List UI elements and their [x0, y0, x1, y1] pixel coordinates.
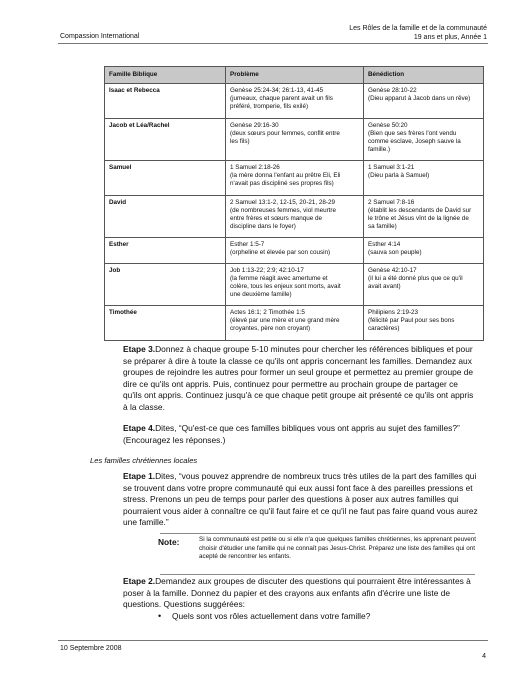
- step-b2-paragraph: [123, 576, 479, 611]
- table-row: [105, 196, 484, 238]
- blessing-line: Esther 4:14: [368, 241, 401, 248]
- step-b1-label: Etape 1.: [123, 471, 156, 481]
- blessing-line: le trône et Jésus vînt de la lignée de: [368, 215, 469, 222]
- table-row: [105, 306, 484, 341]
- biblical-families-table: [104, 66, 484, 341]
- table-row: [105, 238, 484, 264]
- problem-line: (élevé par une mère et une grand mère: [230, 317, 340, 324]
- table-row: [105, 161, 484, 196]
- problem-line: (la femme réagit avec amertume et: [230, 275, 328, 282]
- column-header-problem: Problème: [226, 67, 364, 84]
- problem-line: (deux sœurs pour femmes, conflit entre: [230, 130, 340, 137]
- step-b2-label: Etape 2.: [123, 576, 156, 586]
- family-name-cell: Esther: [105, 238, 226, 264]
- header-divider: [58, 43, 488, 44]
- bullet-text: Quels sont vos rôles actuellement dans votre famille?: [172, 611, 371, 621]
- problem-line: une deuxième famille): [230, 291, 292, 298]
- header-title: [349, 24, 487, 42]
- problem-line: préféré, tromperie, fils exilé): [230, 103, 309, 110]
- page-number: 4: [482, 653, 486, 660]
- step-4-paragraph: [123, 423, 479, 446]
- problem-line: colère, tous les enjeux sont morts, avait: [230, 283, 341, 290]
- header-organization: Compassion International: [60, 33, 140, 40]
- problem-line: Genèse 25:24-34; 26:1-13, 41-45: [230, 87, 324, 94]
- blessing-line: 2 Samuel 7:8-16: [368, 199, 415, 206]
- blessing-cell: [364, 196, 484, 238]
- blessing-cell: [364, 306, 484, 341]
- footer-date: 10 Septembre 2008: [60, 645, 122, 652]
- bullet-icon: •: [158, 611, 162, 621]
- blessing-line: avait avant): [368, 283, 401, 290]
- step-b1-paragraph: [123, 471, 479, 529]
- problem-cell: [226, 306, 364, 341]
- problem-cell: [226, 238, 364, 264]
- note-text: Si la communauté est petite ou si elle n'a que quelques familles chrétiennes, les apprenant peuvent choisir d'étudier une famille qui ne connaît pas Jesus-Christ. Préparez une liste des familles qui ont acepté de rencontrer les enfants.: [199, 536, 477, 560]
- blessing-line: (félicité par Paul pour ses bons: [368, 317, 455, 324]
- blessing-line: Genèse 42:10-17: [368, 267, 417, 274]
- problem-cell: [226, 196, 364, 238]
- table-row: [105, 84, 484, 119]
- problem-cell: [226, 161, 364, 196]
- blessing-line: (Bien que ses frères l'ont vendu: [368, 130, 457, 137]
- step-3-text: Donnez à chaque groupe 5-10 minutes pour chercher les références bibliques et pour se préparer à dire à toute la classe ce qu'ils ont appris concernant les familles. Demandez aux groupes de rejoindre les autres pour former un seul groupe et permettez au premier groupe de dire ce qu'ils ont appris. Puis, continuez pour permettre au prochain groupe de partager ce qu'ils ont appris. Continuez jusqu'à ce que chaque petit groupe ait présenté ce qu'ils ont appris à la classe.: [123, 344, 474, 412]
- blessing-line: caractères): [368, 325, 400, 332]
- blessing-line: Genèse 50:20: [368, 122, 408, 129]
- blessing-cell: [364, 264, 484, 306]
- column-header-family: Famille Biblique: [105, 67, 226, 84]
- section-title: Les familles chrétiennes locales: [90, 456, 198, 465]
- blessing-line: comme esclave, Joseph sauve la: [368, 138, 461, 145]
- table-header-row: [105, 67, 484, 84]
- problem-line: discipline dans le foyer): [230, 223, 296, 230]
- blessing-line: 1 Samuel 3:1-21: [368, 164, 415, 171]
- problem-line: 1 Samuel 2:18-26: [230, 164, 280, 171]
- problem-line: (jumeaux, chaque parent avait un fils: [230, 95, 333, 102]
- blessing-cell: [364, 119, 484, 161]
- step-3-paragraph: [123, 344, 479, 414]
- column-header-blessing: Bénédiction: [364, 67, 484, 84]
- step-4-text: Dites, “Qu'est-ce que ces familles bibliques vous ont appris au sujet des familles?” (Encouragez les réponses.): [123, 423, 460, 445]
- problem-cell: [226, 84, 364, 119]
- problem-cell: [226, 264, 364, 306]
- step-4-label: Etape 4.: [123, 423, 156, 433]
- family-name-cell: David: [105, 196, 226, 238]
- blessing-line: (Dieu apparut à Jacob dans un rêve): [368, 95, 471, 102]
- blessing-line: (Dieu parla à Samuel): [368, 172, 430, 179]
- table-row: [105, 264, 484, 306]
- problem-line: entre frères et sœurs manque de: [230, 215, 323, 222]
- family-name-cell: Timothée: [105, 306, 226, 341]
- blessing-line: (il lui a été donné plus que ce qu'il: [368, 275, 463, 282]
- problem-line: croyantes, père non croyant): [230, 325, 311, 332]
- blessing-line: (établit les descendants de David sur: [368, 207, 472, 214]
- problem-cell: [226, 119, 364, 161]
- step-3-label: Etape 3.: [123, 344, 156, 354]
- family-name-cell: Jacob et Léa/Rachel: [105, 119, 226, 161]
- blessing-line: Genèse 28:10-22: [368, 87, 417, 94]
- family-name-cell: Job: [105, 264, 226, 306]
- blessing-line: sa famille): [368, 223, 397, 230]
- note-label: Note:: [158, 537, 180, 547]
- family-name-cell: Samuel: [105, 161, 226, 196]
- footer-divider: [58, 640, 488, 641]
- problem-line: (orpheline et élevée par son cousin): [230, 249, 331, 256]
- problem-line: (la mère donna l'enfant au prêtre Eli, Eli: [230, 172, 341, 179]
- blessing-cell: [364, 161, 484, 196]
- problem-line: Actes 16:1; 2 Timothée 1:5: [230, 309, 305, 316]
- problem-line: 2 Samuel 13:1-2, 12-15, 20-21, 28-29: [230, 199, 336, 206]
- problem-line: n'avait pas discipliné ses propres fils): [230, 180, 334, 187]
- step-b1-text: Dites, “vous pouvez apprendre de nombreux trucs très utiles de la part des familles qui se trouvent dans votre propre communauté qui eux aussi font face à des pareilles pressions et stress. Prenons un peu de temps pour parler des questions à poser aux autres familles qui pourraient vous aider à connaître ce qu'il faut faire et ce qu'il ne faut pas faire quand vous aurez une famille.”: [123, 471, 478, 528]
- blessing-line: Philipiens 2:19-23: [368, 309, 419, 316]
- problem-line: (de nombreuses femmes, viol meurtre: [230, 207, 337, 214]
- family-name-cell: Isaac et Rebecca: [105, 84, 226, 119]
- step-b2-text: Demandez aux groupes de discuter des questions qui pourraient être intéressantes à poser à la famille. Donnez du papier et des crayons aux enfants afin d'écrire une liste de questions. Questions suggérées:: [123, 576, 471, 610]
- blessing-cell: [364, 238, 484, 264]
- problem-line: Esther 1:5-7: [230, 241, 265, 248]
- blessing-line: (sauva son peuple): [368, 249, 422, 256]
- problem-line: les fils): [230, 138, 250, 145]
- blessing-line: famille.): [368, 146, 391, 153]
- problem-line: Job 1:13-22; 2:9; 42:10-17: [230, 267, 304, 274]
- header-title-line-1: Les Rôles de la famille et de la communauté: [349, 25, 487, 32]
- table-row: [105, 119, 484, 161]
- blessing-cell: [364, 84, 484, 119]
- header-title-line-2: 19 ans et plus, Année 1: [413, 34, 487, 41]
- problem-line: Genèse 29:16-30: [230, 122, 279, 129]
